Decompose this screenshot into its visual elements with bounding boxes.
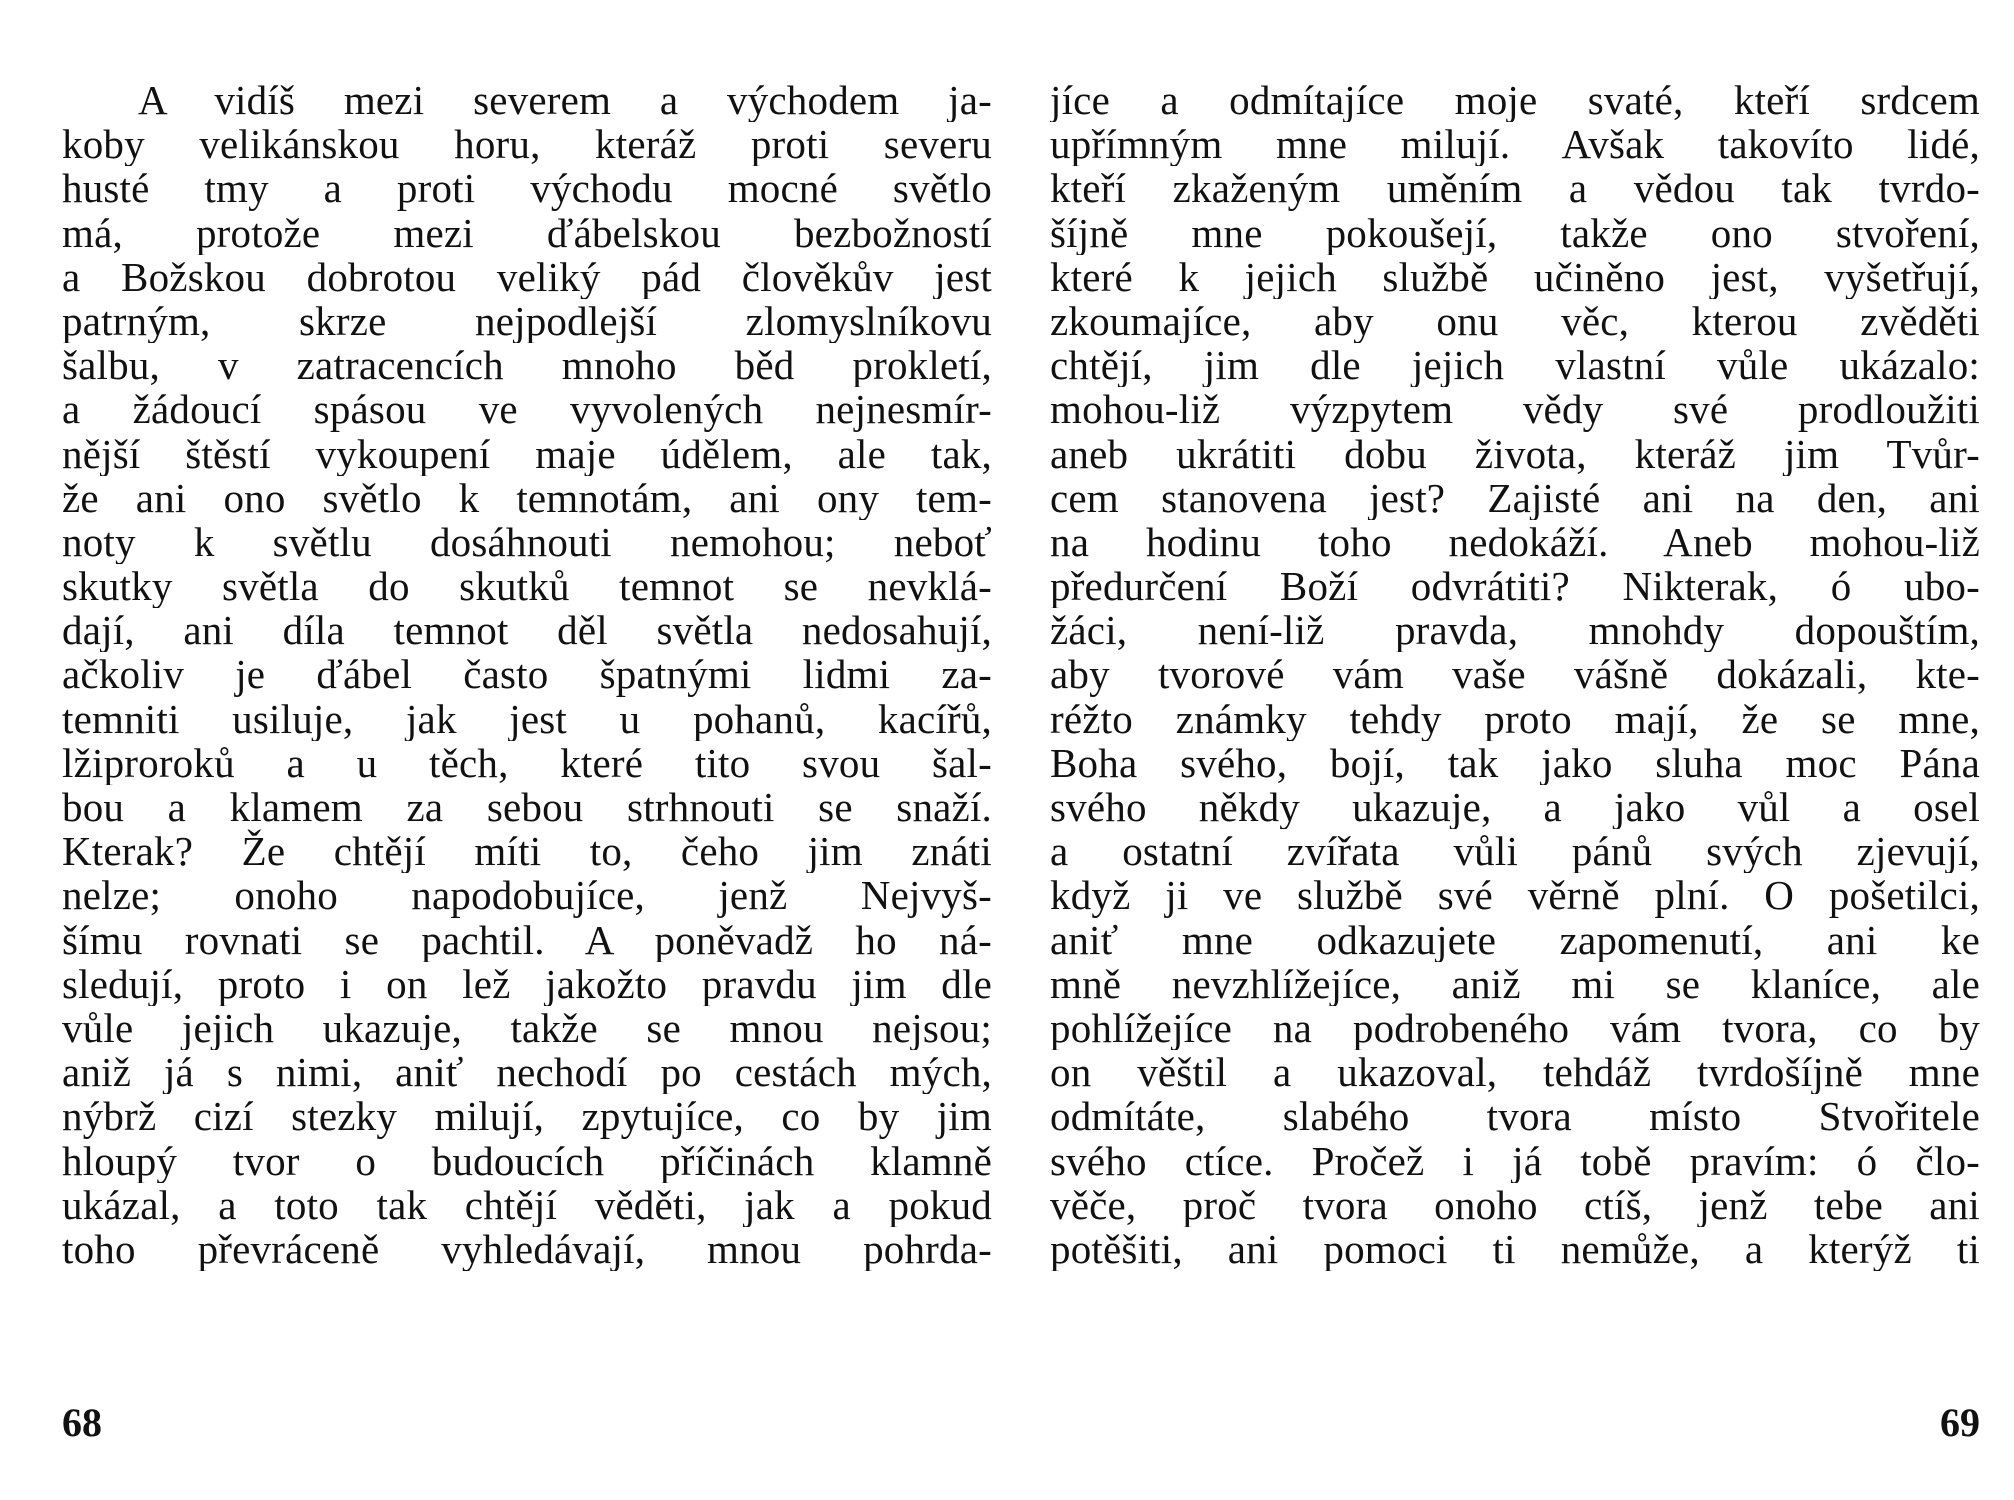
text-line: nější štěstí vykoupení maje údělem, ale tak, bbox=[62, 431, 992, 476]
text-line: šalbu, v zatracencích mnoho běd prokletí, bbox=[62, 343, 992, 388]
text-line: aneb ukrátiti dobu života, kteráž jim Tvůr- bbox=[1050, 431, 1980, 476]
text-line: kteří zkaženým uměním a vědou tak tvrdo- bbox=[1050, 166, 1980, 211]
text-line: předurčení Boží odvrátiti? Nikterak, ó ubo- bbox=[1050, 564, 1980, 609]
text-line: mohou-liž výzpytem vědy své prodloužiti bbox=[1050, 387, 1980, 432]
text-line: A vidíš mezi severem a východem ja- bbox=[138, 78, 992, 123]
text-line: když ji ve službě své věrně plní. O pošetilci, bbox=[1050, 873, 1980, 918]
text-line: upřímným mne milují. Avšak takovíto lidé, bbox=[1050, 122, 1980, 167]
text-line: jíce a odmítajíce moje svaté, kteří srdcem bbox=[1050, 78, 1980, 123]
text-line: sledují, proto i on lež jakožto pravdu jim dle bbox=[62, 961, 992, 1006]
text-line: patrným, skrze nejpodlejší zlomyslníkovu bbox=[62, 298, 992, 344]
text-line: potěšiti, ani pomoci ti nemůže, a kterýž ti bbox=[1050, 1226, 1980, 1272]
text-line: nýbrž cizí stezky milují, zpytujíce, co by jim bbox=[62, 1094, 992, 1139]
text-line: svého ctíce. Pročež i já tobě pravím: ó člo- bbox=[1050, 1138, 1980, 1183]
text-line: toho převráceně vyhledávají, mnou pohrda- bbox=[62, 1226, 992, 1272]
text-line: dají, ani díla temnot děl světla nedosahují, bbox=[62, 608, 992, 653]
text-line: chtějí, jim dle jejich vlastní vůle ukázalo: bbox=[1050, 343, 1980, 388]
text-line: a Božskou dobrotou veliký pád člověkův jest bbox=[62, 254, 992, 299]
text-line: pohlížejíce na podrobeného vám tvora, co by bbox=[1050, 1005, 1980, 1051]
text-line: na hodinu toho nedokáží. Aneb mohou-liž bbox=[1050, 519, 1980, 565]
left-page bbox=[62, 78, 992, 1445]
page-number: 69 bbox=[1940, 1400, 1980, 1445]
text-line: noty k světlu dosáhnouti nemohou; neboť bbox=[62, 519, 992, 565]
right-page-text bbox=[1050, 78, 1980, 1271]
text-line: Boha svého, bojí, tak jako sluha moc Pána bbox=[1050, 740, 1980, 785]
text-line: ačkoliv je ďábel často špatnými lidmi za- bbox=[62, 652, 992, 697]
left-page-text bbox=[62, 78, 992, 1271]
text-line: husté tmy a proti východu mocné světlo bbox=[62, 166, 992, 211]
text-line: hloupý tvor o budoucích příčinách klamně bbox=[62, 1138, 992, 1183]
text-line: věče, proč tvora onoho ctíš, jenž tebe ani bbox=[1050, 1182, 1980, 1227]
right-page bbox=[1050, 78, 1980, 1445]
text-line: on věštil a ukazoval, tehdáž tvrdošíjně mne bbox=[1050, 1050, 1980, 1095]
text-line: Kterak? Že chtějí míti to, čeho jim znáti bbox=[62, 829, 992, 874]
text-line: že ani ono světlo k temnotám, ani ony tem- bbox=[62, 475, 992, 520]
text-line: má, protože mezi ďábelskou bezbožností bbox=[62, 210, 992, 255]
text-line: šímu rovnati se pachtil. A poněvadž ho ná- bbox=[62, 917, 992, 962]
text-line: žáci, není-liž pravda, mnohdy dopouštím, bbox=[1050, 608, 1980, 653]
text-line: šíjně mne pokoušejí, takže ono stvoření, bbox=[1050, 210, 1980, 255]
page-number: 68 bbox=[62, 1400, 102, 1445]
text-line: aby tvorové vám vaše vášně dokázali, kte- bbox=[1050, 652, 1980, 697]
text-line: koby velikánskou horu, kteráž proti severu bbox=[62, 122, 992, 167]
text-line: ukázal, a toto tak chtějí věděti, jak a pokud bbox=[62, 1182, 992, 1227]
text-line: mně nevzhlížejíce, aniž mi se klaníce, ale bbox=[1050, 961, 1980, 1006]
text-line: temniti usiluje, jak jest u pohanů, kacířů, bbox=[62, 696, 992, 741]
text-line: aniž já s nimi, aniť nechodí po cestách mých, bbox=[62, 1050, 992, 1095]
text-line: bou a klamem za sebou strhnouti se snaží. bbox=[62, 785, 992, 830]
text-line: vůle jejich ukazuje, takže se mnou nejsou; bbox=[62, 1005, 992, 1051]
text-line: lžiproroků a u těch, které tito svou šal- bbox=[62, 740, 992, 785]
text-line: réžto známky tehdy proto mají, že se mne, bbox=[1050, 696, 1980, 741]
text-line: aniť mne odkazujete zapomenutí, ani ke bbox=[1050, 917, 1980, 962]
text-line: zkoumajíce, aby onu věc, kterou zvěděti bbox=[1050, 298, 1980, 344]
text-line: a žádoucí spásou ve vyvolených nejnesmír- bbox=[62, 387, 992, 432]
text-line: cem stanovena jest? Zajisté ani na den, ani bbox=[1050, 475, 1980, 520]
text-line: nelze; onoho napodobujíce, jenž Nejvyš- bbox=[62, 873, 992, 918]
text-line: odmítáte, slabého tvora místo Stvořitele bbox=[1050, 1094, 1980, 1139]
text-line: svého někdy ukazuje, a jako vůl a osel bbox=[1050, 785, 1980, 830]
text-line: skutky světla do skutků temnot se nevklá- bbox=[62, 564, 992, 609]
text-line: které k jejich službě učiněno jest, vyšetřují, bbox=[1050, 254, 1980, 299]
text-line: a ostatní zvířata vůli pánů svých zjevují, bbox=[1050, 829, 1980, 874]
